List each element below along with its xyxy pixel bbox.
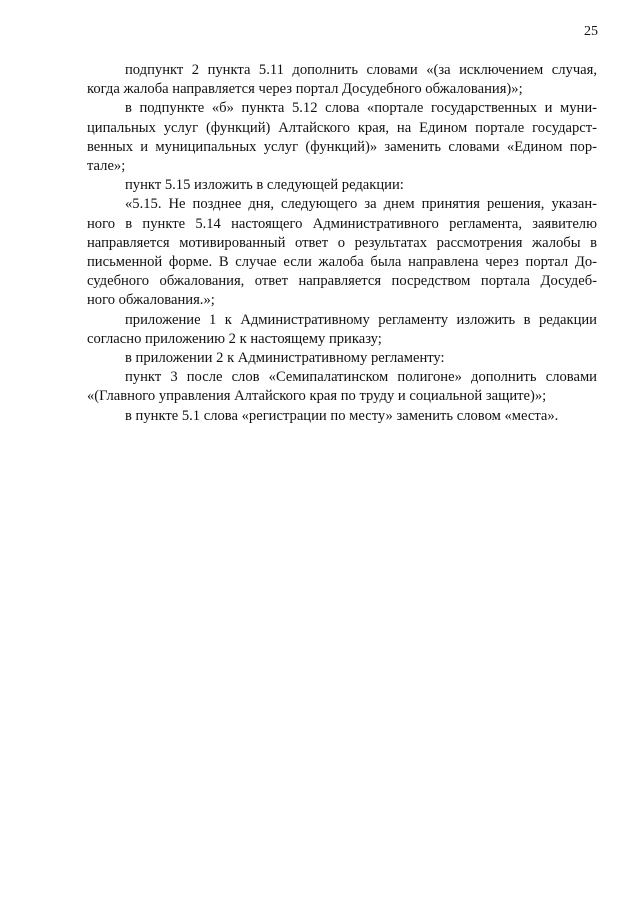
text-line: согласно приложению 2 к настоящему приказу; xyxy=(87,330,382,347)
text-line: «5.15. Не позднее дня, следующего за днем принятия решения, указан- xyxy=(125,196,597,213)
text-line: венных и муниципальных услуг (функций)» заменить словами «Едином пор- xyxy=(87,138,597,155)
text-line: тале»; xyxy=(87,158,126,175)
text-line: приложение 1 к Административному регламенту изложить в редакции xyxy=(125,311,597,328)
paragraph-2 xyxy=(87,99,597,176)
document-body xyxy=(87,61,597,426)
text-line: ципальных услуг (функций) Алтайского края, на Едином портале государст- xyxy=(87,119,597,136)
text-line: «(Главного управления Алтайского края по труду и социальной защите)»; xyxy=(87,388,547,405)
paragraph-8 xyxy=(87,407,597,426)
paragraph-5 xyxy=(87,311,597,349)
text-line: направляется мотивированный ответ о результатах рассмотрения жалобы в xyxy=(87,234,597,251)
text-line: в подпункте «б» пункта 5.12 слова «портале государственных и муни- xyxy=(125,100,597,117)
text-line: подпункт 2 пункта 5.11 дополнить словами «(за исключением случая, xyxy=(125,62,597,78)
paragraph-6 xyxy=(87,349,597,368)
paragraph-7 xyxy=(87,368,597,406)
text-line: в приложении 2 к Административному регламенту: xyxy=(125,350,445,367)
text-line: ного в пункте 5.14 настоящего Административного регламента, заявителю xyxy=(87,215,597,232)
paragraph-3 xyxy=(87,176,597,195)
paragraph-4 xyxy=(87,195,597,310)
text-line: судебного обжалования, ответ направляется посредством портала Досудеб- xyxy=(87,273,597,290)
text-line: пункт 5.15 изложить в следующей редакции: xyxy=(125,177,404,194)
text-line: когда жалоба направляется через портал Досудебного обжалования)»; xyxy=(87,81,523,98)
page-number: 25 xyxy=(584,24,598,39)
text-line: в пункте 5.1 слова «регистрации по месту» заменить словом «места». xyxy=(125,407,559,424)
text-line: ного обжалования.»; xyxy=(87,292,215,309)
text-line: письменной форме. В случае если жалоба была направлена через портал До- xyxy=(87,254,597,271)
text-line: пункт 3 после слов «Семипалатинском полигоне» дополнить словами xyxy=(125,369,597,386)
paragraph-1 xyxy=(87,61,597,99)
